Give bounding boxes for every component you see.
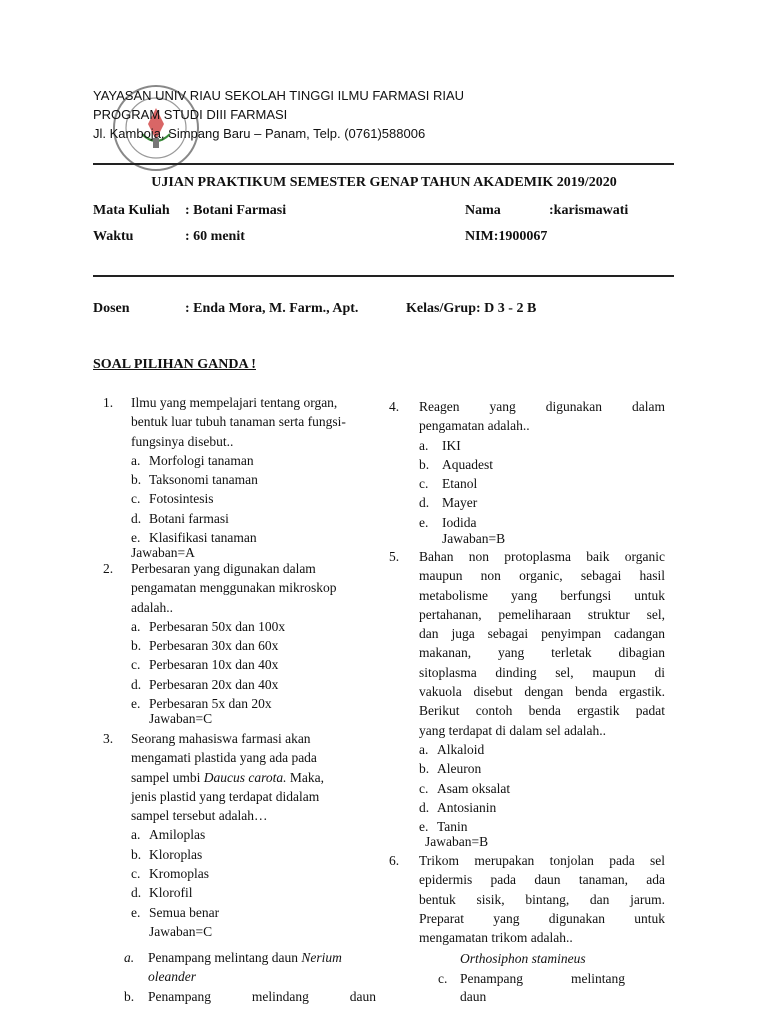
option-c: c. Asam oksalat xyxy=(419,780,511,796)
question-text-line: fungsinya disebut.. xyxy=(131,433,234,449)
option-c: c. Perbesaran 10x dan 40x xyxy=(131,657,279,673)
question-text-line: bentuk luar tubuh tanaman serta fungsi- xyxy=(131,414,346,430)
option-d: d. Botani farmasi xyxy=(131,510,229,526)
time-value: : 60 menit xyxy=(185,229,245,244)
answer-text: Jawaban=A xyxy=(131,545,195,561)
option-a: a. Perbesaran 50x dan 100x xyxy=(131,618,286,634)
question-text-line: Trikom merupakan tonjolan pada sel xyxy=(419,853,665,868)
question-text-line: sitoplasma dinding sel, maupun di xyxy=(419,664,665,680)
option-c: c. Kromoplas xyxy=(131,866,209,882)
question-number: 5. xyxy=(389,549,400,564)
question-text-line: yang terdapat di dalam sel adalah.. xyxy=(419,722,607,738)
answer-text: Jawaban=C xyxy=(149,711,213,727)
question-text-line: Ilmu yang mempelajari tentang organ, xyxy=(131,395,338,410)
option-e: e. Iodida xyxy=(419,514,477,530)
question-1 xyxy=(131,393,376,563)
question-text-line: Seorang mahasiswa farmasi akan xyxy=(131,731,311,746)
section-title: SOAL PILIHAN GANDA ! xyxy=(93,357,256,372)
option-d: d. Klorofil xyxy=(131,885,193,901)
option-a: a. Alkaloid xyxy=(419,741,485,757)
name-value: :karismawati xyxy=(549,203,629,218)
lecturer-value: : Enda Mora, M. Farm., Apt. xyxy=(185,301,359,316)
course-value: : Botani Farmasi xyxy=(185,203,287,218)
option-text: Penampang melintang daun Nerium xyxy=(148,950,342,965)
time-label: Waktu xyxy=(93,229,134,244)
question-text-line: Reagen yang digunakan dalam xyxy=(419,399,665,414)
option-a: a. IKI xyxy=(419,437,461,453)
question-number: 3. xyxy=(103,731,114,746)
question-2 xyxy=(131,559,376,729)
option-a: a. Amiloplas xyxy=(131,827,206,843)
question-text-line: sampel tersebut adalah… xyxy=(131,808,268,824)
question-text-line: bentuk sisik, bintang, dan jarum. xyxy=(419,891,665,907)
question-text-line: makanan, yang terletak dibagian xyxy=(419,645,665,661)
name-label: Nama xyxy=(465,203,501,218)
option-e: e. Tanin xyxy=(419,819,468,835)
option-text: Penampang melintang xyxy=(460,971,625,986)
option-a: a. Morfologi tanaman xyxy=(131,452,254,468)
answer-text: Jawaban=B xyxy=(425,834,489,850)
question-number: 6. xyxy=(389,853,400,868)
question-text-line: mengamati plastida yang ada pada xyxy=(131,750,317,766)
option-letter: a. xyxy=(124,950,135,965)
option-e: e. Klasifikasi tanaman xyxy=(131,530,257,546)
program-name: PROGRAM STUDI DIII FARMASI xyxy=(93,107,288,122)
option-b: b. Perbesaran 30x dan 60x xyxy=(131,638,279,654)
option-d: d. Antosianin xyxy=(419,799,497,815)
answer-text: Jawaban=C xyxy=(149,923,213,939)
question-text-line: epidermis pada daun tanaman, ada xyxy=(419,872,665,888)
info-rule xyxy=(93,275,674,277)
question-number: 1. xyxy=(103,395,114,410)
species-name: oleander xyxy=(148,969,196,984)
option-d: d. Perbesaran 20x dan 40x xyxy=(131,676,279,692)
option-b: b. Taksonomi tanaman xyxy=(131,472,258,488)
question-text-line: adalah.. xyxy=(131,599,173,615)
question-3 xyxy=(131,729,376,941)
question-text-line: jenis plastid yang terdapat didalam xyxy=(131,788,320,804)
option-b: b. Aquadest xyxy=(419,456,493,472)
option-b: b. Kloroplas xyxy=(131,846,203,862)
question-5 xyxy=(419,547,665,852)
question-text-line: vakuola disebut dengan benda ergastik. xyxy=(419,684,665,700)
question-number: 4. xyxy=(389,399,400,414)
question-number: 2. xyxy=(103,561,114,576)
question-text-line: sampel umbi Daucus carota. Maka, xyxy=(131,769,324,785)
question-text-line: pengamatan adalah.. xyxy=(419,418,530,434)
option-letter: b. xyxy=(124,989,135,1004)
institution-name: YAYASAN UNIV RIAU SEKOLAH TINGGI ILMU FARMASI RIAU xyxy=(93,88,465,103)
option-d: d. Mayer xyxy=(419,495,478,511)
question-text-line: Berikut contoh benda ergastik padat xyxy=(419,703,665,719)
header-rule xyxy=(93,163,674,165)
question-text-line: Preparat yang digunakan untuk xyxy=(419,910,665,926)
question-text-line: pengamatan menggunakan mikroskop xyxy=(131,580,337,596)
question-text-line: maupun non organic, sebagai hasil xyxy=(419,568,665,584)
question-4 xyxy=(419,397,665,548)
course-label: Mata Kuliah xyxy=(93,203,170,218)
option-e: e. Perbesaran 5x dan 20x xyxy=(131,696,272,712)
question-text-line: dan juga sebagai penyimpan cadangan xyxy=(419,626,665,642)
option-c: c. Fotosintesis xyxy=(131,491,214,507)
question-text-line: Bahan non protoplasma baik organic xyxy=(419,549,665,564)
answer-text: Jawaban=B xyxy=(442,531,506,547)
option-letter: c. xyxy=(438,971,448,986)
lecturer-label: Dosen xyxy=(93,301,130,316)
option-e: e. Semua benar xyxy=(131,904,220,920)
question-6 xyxy=(419,851,665,947)
option-text: Penampang melindang daun xyxy=(148,989,376,1004)
species-name: Orthosiphon stamineus xyxy=(460,951,586,966)
exam-title: UJIAN PRAKTIKUM SEMESTER GENAP TAHUN AKADEMIK 2019/2020 xyxy=(151,175,617,190)
institution-address: Jl. Kamboja, Simpang Baru – Panam, Telp. (0761)588006 xyxy=(93,126,426,141)
question-text-line: metabolisme yang berfungsi untuk xyxy=(419,587,665,603)
question-text-line: pertahanan, pemeliharaan struktur sel, xyxy=(419,606,665,622)
question-text-line: Perbesaran yang digunakan dalam xyxy=(131,561,316,576)
species-name: Daucus carota. xyxy=(203,769,287,785)
question-text-line: mengamatan trikom adalah.. xyxy=(419,930,573,946)
option-text: daun xyxy=(460,989,487,1004)
class-value: Kelas/Grup: D 3 - 2 B xyxy=(406,301,537,316)
option-b: b. Aleuron xyxy=(419,761,482,777)
nim-value: NIM:1900067 xyxy=(465,229,548,244)
option-c: c. Etanol xyxy=(419,476,478,492)
